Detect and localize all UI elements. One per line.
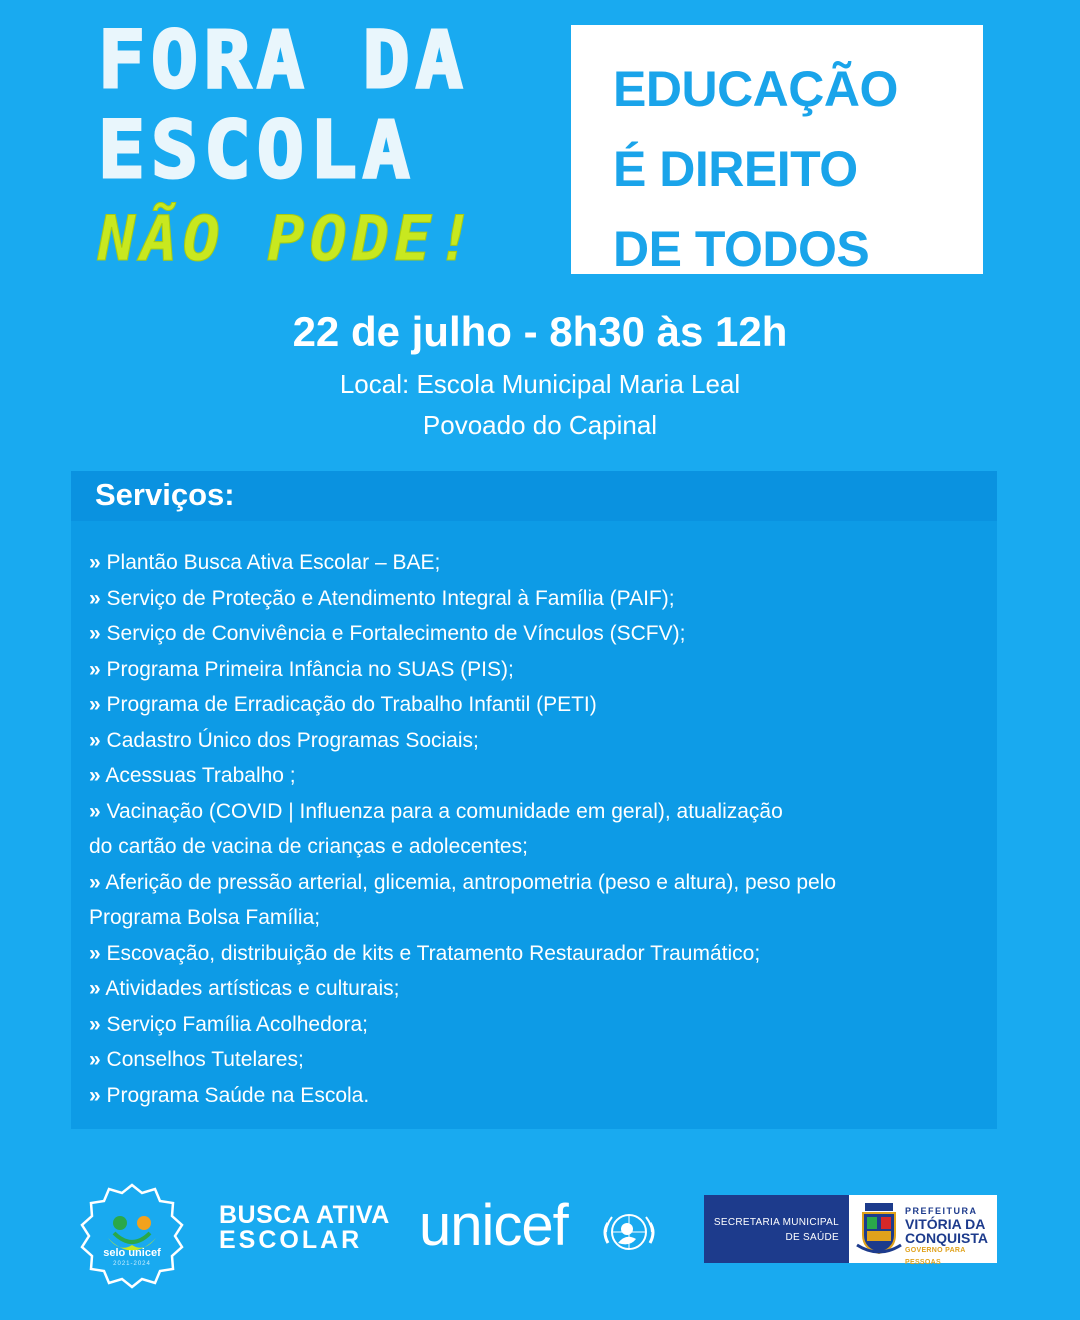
service-item-text: Cadastro Único dos Programas Sociais;	[100, 728, 479, 752]
bullet-marker: »	[89, 586, 101, 610]
services-list	[89, 545, 979, 1113]
service-item-text: Programa Primeira Infância no SUAS (PIS);	[100, 657, 514, 681]
service-item-text: Acessuas Trabalho ;	[100, 764, 296, 787]
bullet-marker: »	[89, 551, 101, 574]
service-item-continuation: Programa Bolsa Família;	[89, 906, 321, 929]
service-item	[89, 723, 979, 759]
bullet-marker: »	[89, 1083, 101, 1107]
prefeitura-logo-box	[704, 1195, 997, 1266]
bullet-marker: »	[89, 799, 101, 823]
services-panel	[71, 471, 997, 1129]
service-item-text: Plantão Busca Ativa Escolar – BAE;	[100, 551, 441, 574]
education-box	[571, 25, 983, 277]
bullet-marker: »	[89, 941, 101, 965]
busca-line-2: ESCOLAR	[219, 1226, 363, 1254]
education-line-2: É DIREITO	[613, 141, 858, 197]
headline-line-3: NÃO PODE!	[98, 202, 479, 275]
bullet-marker: »	[89, 1012, 101, 1036]
secretaria-line-1: SECRETARIA MUNICIPAL	[713, 1217, 839, 1228]
headline-line-1: FORA DA	[98, 16, 469, 106]
prefeitura-line-4: GOVERNO PARA PESSOAS	[905, 1247, 966, 1266]
service-item-text: Serviço de Convivência e Fortalecimento de Vínculos (SCFV);	[100, 622, 686, 645]
event-date: 22 de julho - 8h30 às 12h	[292, 308, 788, 355]
service-item-text: Serviço de Proteção e Atendimento Integral à Família (PAIF);	[100, 586, 675, 610]
service-item-text: Programa Saúde na Escola.	[100, 1083, 370, 1107]
service-item	[89, 1042, 979, 1078]
busca-line-1: BUSCA ATIVA	[219, 1201, 390, 1229]
service-item-text: Serviço Família Acolhedora;	[100, 1012, 368, 1036]
service-item-text: Atividades artísticas e culturais;	[100, 977, 400, 1000]
service-item	[89, 616, 979, 652]
service-item	[89, 971, 979, 1007]
bullet-marker: »	[89, 870, 101, 894]
service-item-text: Programa de Erradicação do Trabalho Infantil (PETI)	[100, 693, 597, 716]
service-item-continuation: do cartão de vacina de crianças e adolecentes;	[89, 835, 528, 858]
secretaria-saude	[704, 1195, 849, 1263]
bullet-marker: »	[89, 622, 101, 645]
service-item-text: Vacinação (COVID | Influenza para a comunidade em geral), atualização	[100, 799, 783, 823]
service-item	[89, 1007, 979, 1043]
service-item	[89, 936, 979, 972]
service-item	[89, 865, 979, 936]
event-location: Local: Escola Municipal Maria Leal	[339, 369, 741, 399]
city-crest-icon	[855, 1201, 903, 1257]
prefeitura-text	[905, 1205, 997, 1269]
service-item-text: Aferição de pressão arterial, glicemia, antropometria (peso e altura), peso pelo	[100, 870, 837, 894]
selo-badge-icon	[78, 1183, 186, 1291]
service-item	[89, 1078, 979, 1114]
service-item-text: Conselhos Tutelares;	[100, 1048, 304, 1071]
prefeitura-line-1: PREFEITURA	[905, 1206, 978, 1216]
prefeitura-block	[849, 1195, 997, 1266]
service-item	[89, 687, 979, 723]
selo-unicef-logo	[78, 1183, 186, 1291]
event-place	[0, 364, 1080, 446]
busca-ativa-logo	[219, 1203, 390, 1253]
bullet-marker: »	[89, 693, 101, 716]
education-line-1: EDUCAÇÃO	[613, 61, 898, 117]
services-title: Serviços:	[95, 477, 235, 512]
service-item-text: Escovação, distribuição de kits e Tratamento Restaurador Traumático;	[100, 941, 761, 965]
service-item	[89, 545, 979, 581]
event-locality: Povoado do Capinal	[422, 410, 658, 440]
headline-line-2: ESCOLA	[98, 106, 416, 196]
service-item	[89, 758, 979, 794]
unicef-emblem-icon	[600, 1203, 658, 1261]
education-line-3: DE TODOS	[613, 221, 870, 277]
secretaria-line-2: DE SAÚDE	[785, 1232, 839, 1243]
prefeitura-line-3: CONQUISTA	[905, 1230, 988, 1246]
service-item	[89, 652, 979, 688]
service-item	[89, 581, 979, 617]
headline	[98, 16, 558, 275]
bullet-marker: »	[89, 657, 101, 681]
selo-years: 2021-2024	[113, 1261, 151, 1267]
prefeitura-line-2: VITÓRIA DA	[905, 1216, 986, 1232]
bullet-marker: »	[89, 764, 101, 787]
services-header	[71, 471, 997, 521]
selo-text: selo unicef	[103, 1247, 161, 1259]
service-item	[89, 794, 979, 865]
unicef-wordmark: unicef	[419, 1193, 568, 1258]
bullet-marker: »	[89, 728, 101, 752]
bullet-marker: »	[89, 1048, 101, 1071]
bullet-marker: »	[89, 977, 101, 1000]
